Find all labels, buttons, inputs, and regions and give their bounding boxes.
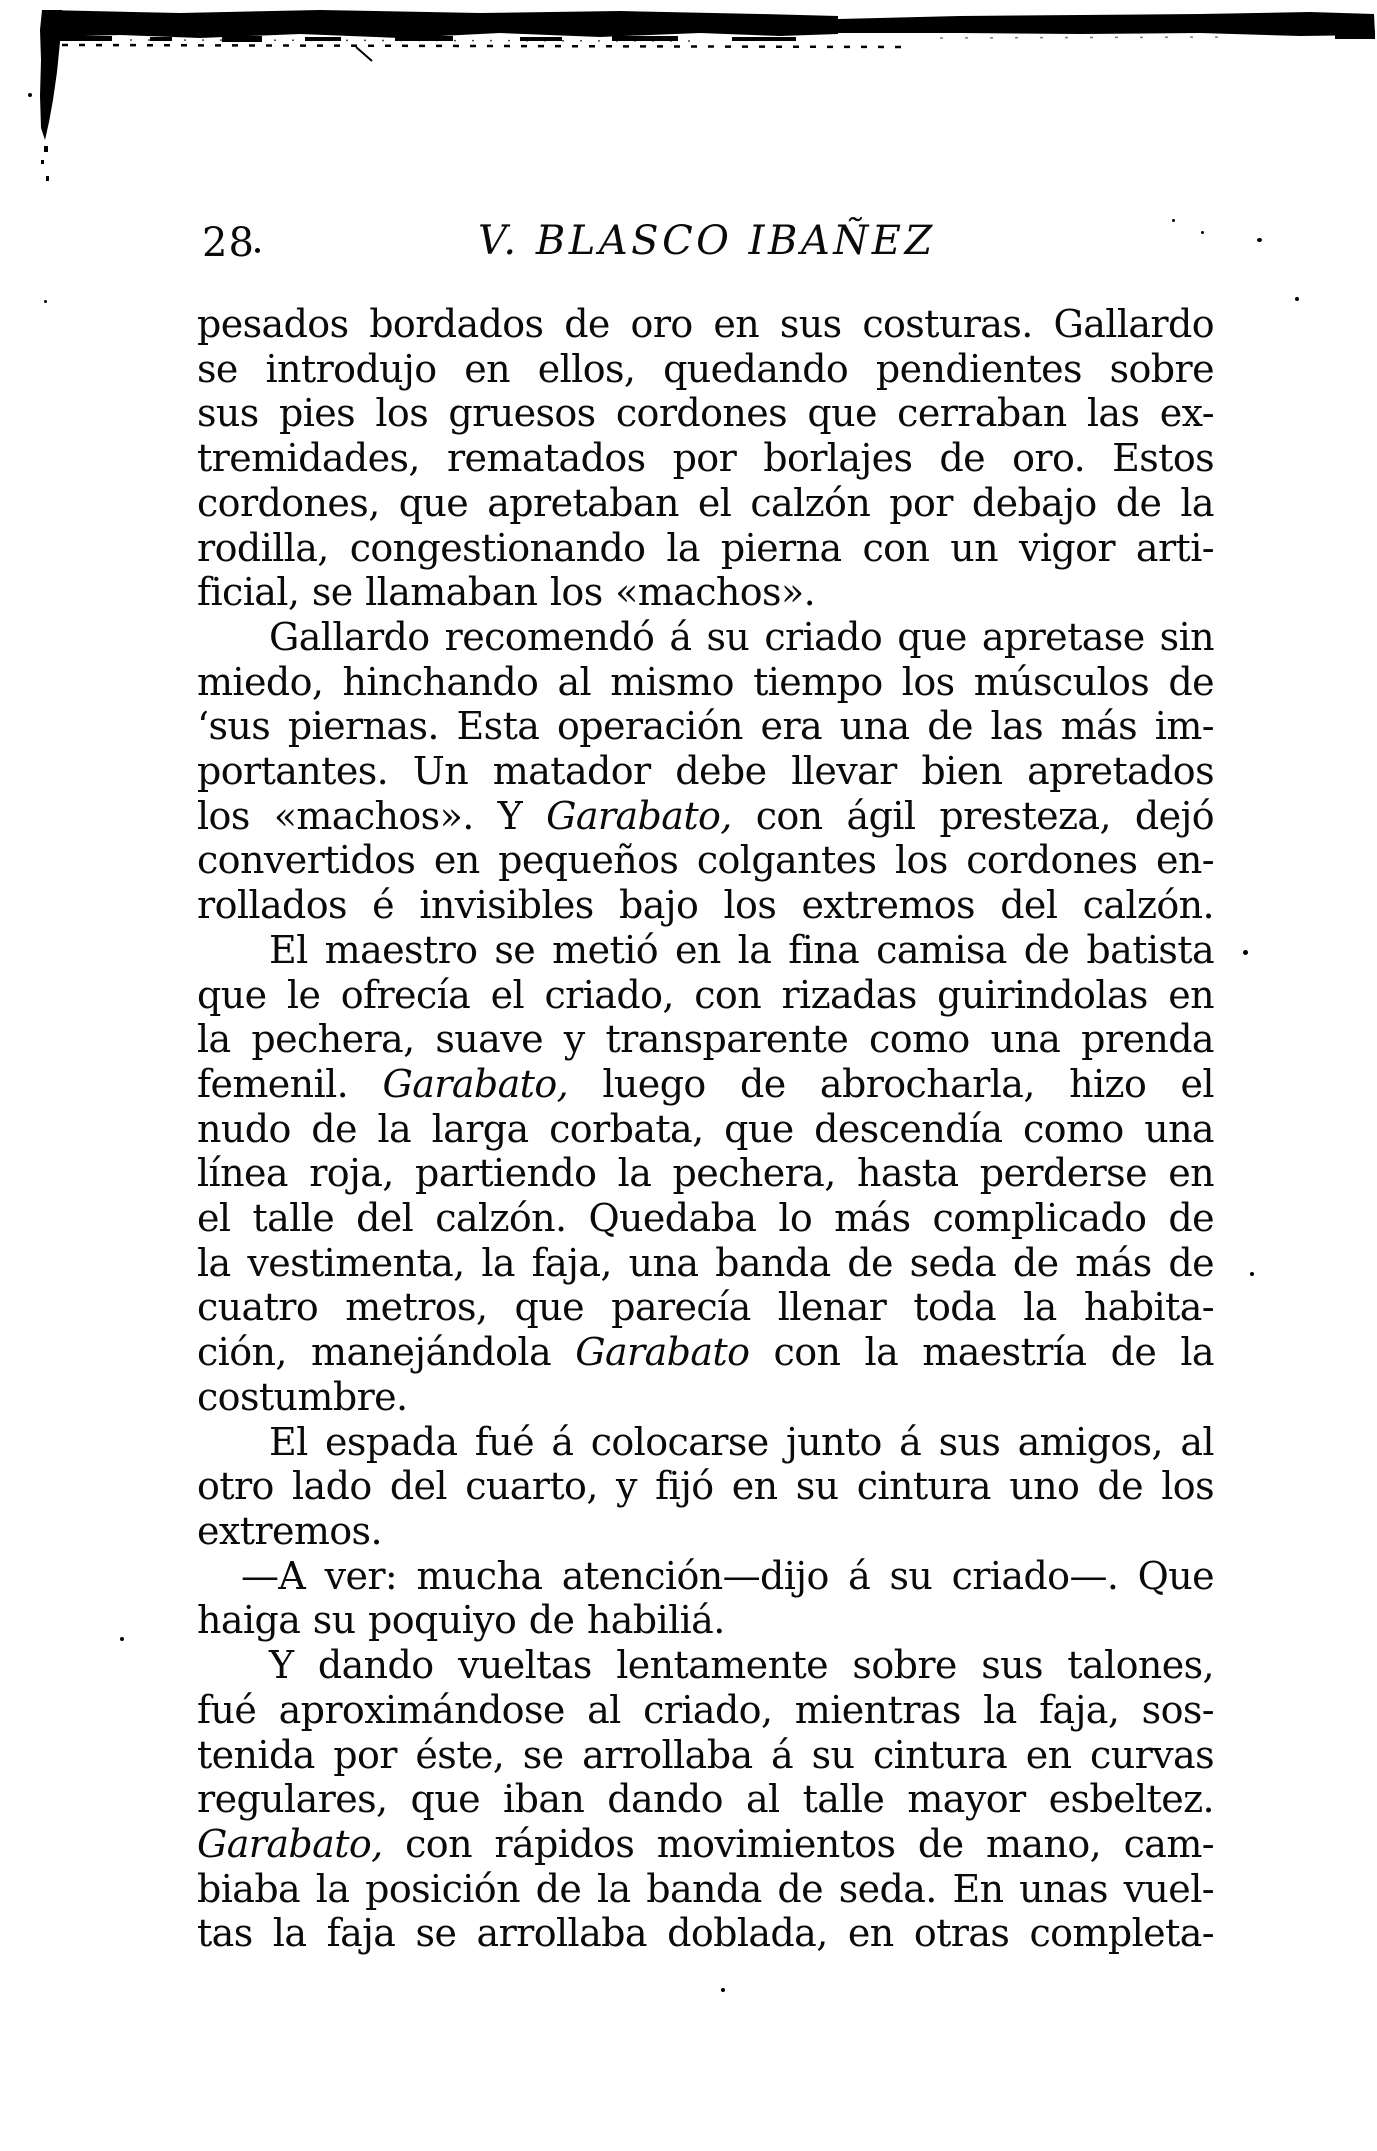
- text-segment: costumbre.: [197, 1374, 408, 1419]
- page-header: [0, 218, 1377, 270]
- text-segment: sus pies los gruesos cordones que cerraban las ex-: [197, 391, 1214, 436]
- text-segment: se introdujo en ellos, quedando pendientes sobre: [197, 346, 1214, 391]
- text-line: [197, 1196, 1214, 1241]
- scan-speckle: [120, 1637, 124, 1641]
- running-title: V. BLASCO IBAÑEZ: [478, 218, 936, 264]
- text-segment: extremos.: [197, 1508, 382, 1553]
- text-segment: —A ver: mucha atención—dijo á su criado—. Que: [241, 1553, 1214, 1598]
- text-line: [197, 883, 1214, 928]
- text-line: [197, 704, 1214, 749]
- text-segment: biaba la posición de la banda de seda. En unas vuel-: [197, 1866, 1214, 1911]
- text-segment: con la maestría de la: [749, 1330, 1214, 1375]
- text-line: [197, 347, 1214, 392]
- text-segment: ción, manejándola: [197, 1330, 576, 1375]
- text-segment: miedo, hinchando al mismo tiempo los músculos de: [197, 659, 1214, 704]
- text-segment: fué aproximándose al criado, mientras la faja, sos-: [197, 1687, 1214, 1732]
- text-line: [197, 1107, 1214, 1152]
- text-segment: tremidades, rematados por borlajes de oro. Estos: [197, 436, 1214, 481]
- text-line: [197, 570, 1214, 615]
- text-segment: regulares, que iban dando al talle mayor esbeltez.: [197, 1777, 1214, 1822]
- text-line: [197, 749, 1214, 794]
- scan-speckle: [1295, 297, 1299, 301]
- text-line: [197, 838, 1214, 883]
- text-segment: tenida por éste, se arrollaba á su cintura en curvas: [197, 1732, 1214, 1777]
- text-line: [197, 481, 1214, 526]
- text-segment: haiga su poquiyo de habiliá.: [197, 1598, 725, 1643]
- scan-speckle: [721, 1988, 725, 1992]
- text-line: [197, 302, 1214, 347]
- text-line: [197, 1598, 1214, 1643]
- text-segment: con ágil presteza, dejó: [731, 793, 1214, 838]
- text-line: [197, 1330, 1214, 1375]
- text-segment: ‘sus piernas. Esta operación era una de las más im-: [197, 704, 1214, 749]
- text-segment: tas la faja se arrollaba doblada, en otras completa-: [197, 1911, 1214, 1956]
- italic-text-segment: Garabato,: [197, 1821, 383, 1866]
- text-line: [197, 436, 1214, 481]
- text-line: [197, 1554, 1214, 1599]
- page-number: 28: [202, 220, 255, 266]
- text-line: [197, 1464, 1214, 1509]
- text-segment: Y dando vueltas lentamente sobre sus talones,: [269, 1643, 1214, 1688]
- text-line: [197, 1241, 1214, 1286]
- scan-edge-artifact: [0, 0, 1377, 200]
- text-segment: otro lado del cuarto, y fijó en su cintura uno de los: [197, 1464, 1214, 1509]
- text-segment: portantes. Un matador debe llevar bien apretados: [197, 749, 1214, 794]
- text-line: [197, 526, 1214, 571]
- text-line: [197, 1420, 1214, 1465]
- text-line: [197, 1375, 1214, 1420]
- text-line: [197, 1017, 1214, 1062]
- text-line: [197, 1643, 1214, 1688]
- italic-text-segment: Garabato: [575, 1330, 750, 1375]
- text-segment: rodilla, congestionando la pierna con un vigor arti-: [197, 525, 1214, 570]
- text-line: [197, 794, 1214, 839]
- text-segment: rollados é invisibles bajo los extremos del calzón.: [197, 883, 1214, 928]
- italic-text-segment: Garabato,: [546, 793, 732, 838]
- scan-speckle: [44, 300, 47, 303]
- text-line: [197, 660, 1214, 705]
- text-segment: cordones, que apretaban el calzón por debajo de la: [197, 480, 1214, 525]
- text-line: [197, 615, 1214, 660]
- text-segment: la vestimenta, la faja, una banda de seda de más de: [197, 1240, 1214, 1285]
- text-line: [197, 1285, 1214, 1330]
- text-segment: El espada fué á colocarse junto á sus amigos, al: [269, 1419, 1214, 1464]
- text-line: [197, 1777, 1214, 1822]
- text-line: [197, 1822, 1214, 1867]
- text-segment: pesados bordados de oro en sus costuras. Gallardo: [197, 302, 1214, 346]
- text-segment: con rápidos movimientos de mano, cam-: [382, 1821, 1214, 1866]
- text-segment: femenil.: [197, 1061, 383, 1106]
- scan-speckle: [1250, 1272, 1254, 1276]
- text-line: [197, 1062, 1214, 1107]
- text-segment: convertidos en pequeños colgantes los cordones en-: [197, 838, 1214, 883]
- scan-speckle: [1243, 950, 1248, 955]
- text-segment: luego de abrocharla, hizo el: [568, 1061, 1214, 1106]
- text-segment: la pechera, suave y transparente como una prenda: [197, 1017, 1214, 1062]
- text-line: [197, 928, 1214, 973]
- text-segment: línea roja, partiendo la pechera, hasta perderse en: [197, 1151, 1214, 1196]
- scan-speckle: [28, 93, 32, 97]
- text-segment: cuatro metros, que parecía llenar toda la habita-: [197, 1285, 1214, 1330]
- italic-text-segment: Garabato,: [382, 1061, 569, 1106]
- text-line: [197, 1509, 1214, 1554]
- text-line: [197, 1733, 1214, 1778]
- text-segment: el talle del calzón. Quedaba lo más complicado de: [197, 1196, 1214, 1241]
- text-segment: que le ofrecía el criado, con rizadas guirindolas en: [197, 972, 1214, 1017]
- text-segment: Gallardo recomendó á su criado que apretase sin: [269, 614, 1214, 659]
- text-line: [197, 1151, 1214, 1196]
- text-segment: El maestro se metió en la fina camisa de batista: [269, 927, 1214, 972]
- body-text: [197, 302, 1214, 1956]
- text-line: [197, 391, 1214, 436]
- text-line: [197, 1867, 1214, 1912]
- text-line: [197, 973, 1214, 1018]
- text-segment: ficial, se llamaban los «machos».: [197, 570, 816, 615]
- text-segment: nudo de la larga corbata, que descendía como una: [197, 1106, 1214, 1151]
- text-segment: los «machos». Y: [197, 793, 547, 838]
- text-line: [197, 1911, 1214, 1956]
- text-line: [197, 1688, 1214, 1733]
